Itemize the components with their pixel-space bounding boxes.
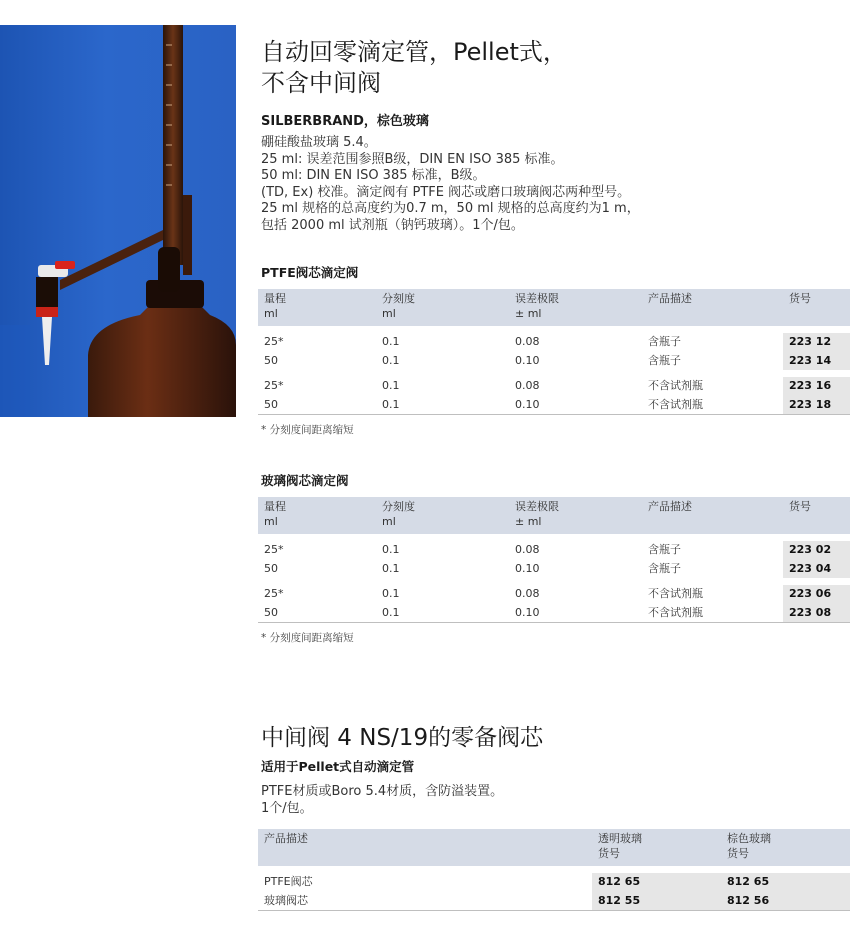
catalog-number: 812 65 bbox=[592, 873, 721, 892]
col-catno: 货号 bbox=[783, 289, 850, 326]
section2-title: 中间阀 4 NS/19的零备阀芯 bbox=[261, 725, 544, 751]
section2-subtitle: 适用于Pellet式自动滴定管 bbox=[261, 759, 415, 774]
catalog-number: 223 06 bbox=[783, 585, 850, 604]
desc-line: 50 ml: DIN EN ISO 385 标准，B级。 bbox=[261, 168, 486, 183]
table-row: 玻璃阀芯 812 55 812 56 bbox=[258, 892, 850, 911]
desc-line: (TD, Ex) 校准。滴定阀有 PTFE 阀芯或磨口玻璃阀芯两种型号。 bbox=[261, 184, 631, 200]
table-row: 50 0.1 0.10 不含试剂瓶 223 08 bbox=[258, 604, 850, 623]
catalog-number: 812 55 bbox=[592, 892, 721, 911]
catalog-number: 223 08 bbox=[783, 604, 850, 623]
col-tolerance: 误差极限 ± ml bbox=[509, 289, 642, 326]
col-range: 量程 ml bbox=[258, 497, 376, 534]
catalog-number: 812 65 bbox=[721, 873, 850, 892]
table-header-row bbox=[258, 289, 850, 326]
section1-title-line2: 不含中间阀 bbox=[261, 69, 381, 97]
table-header-row bbox=[258, 829, 850, 866]
catalog-number: 223 18 bbox=[783, 396, 850, 415]
table-row: 50 0.1 0.10 含瓶子 223 14 bbox=[258, 352, 850, 371]
catalog-number: 223 16 bbox=[783, 377, 850, 396]
col-catno: 货号 bbox=[783, 497, 850, 534]
glass-table-title: 玻璃阀芯滴定阀 bbox=[261, 473, 349, 488]
col-range: 量程 ml bbox=[258, 289, 376, 326]
glass-footnote: * 分刻度间距离缩短 bbox=[261, 632, 354, 644]
col-division: 分刻度 ml bbox=[376, 497, 509, 534]
table-row: PTFE阀芯 812 65 812 65 bbox=[258, 873, 850, 892]
col-description: 产品描述 bbox=[642, 289, 783, 326]
table-header-row bbox=[258, 497, 850, 534]
ptfe-table bbox=[258, 289, 850, 415]
col-tolerance: 误差极限 ± ml bbox=[509, 497, 642, 534]
section2-description bbox=[261, 784, 503, 817]
catalog-number: 812 56 bbox=[721, 892, 850, 911]
spare-cores-table bbox=[258, 829, 850, 911]
catalog-number: 223 04 bbox=[783, 560, 850, 579]
glass-table bbox=[258, 497, 850, 623]
ptfe-footnote: * 分刻度间距离缩短 bbox=[261, 424, 354, 436]
desc-line: 包括 2000 ml 试剂瓶（钠钙玻璃）。1个/包。 bbox=[261, 217, 524, 233]
catalog-number: 223 14 bbox=[783, 352, 850, 371]
burette-illustration bbox=[0, 25, 236, 417]
col-division: 分刻度 ml bbox=[376, 289, 509, 326]
product-photo bbox=[0, 25, 236, 417]
desc-line: 1个/包。 bbox=[261, 800, 313, 816]
brand-line: SILBERBRAND，棕色玻璃 bbox=[261, 114, 429, 129]
catalog-number: 223 02 bbox=[783, 541, 850, 560]
section1-description bbox=[261, 135, 640, 234]
desc-line: PTFE材质或Boro 5.4材质，含防溢装置。 bbox=[261, 784, 504, 799]
col-brown-glass: 棕色玻璃 货号 bbox=[721, 829, 850, 866]
ptfe-table-title: PTFE阀芯滴定阀 bbox=[261, 265, 359, 280]
col-description: 产品描述 bbox=[258, 829, 592, 866]
table-row: 25* 0.1 0.08 不含试剂瓶 223 16 bbox=[258, 377, 850, 396]
table-row: 25* 0.1 0.08 含瓶子 223 02 bbox=[258, 541, 850, 560]
table-row: 25* 0.1 0.08 不含试剂瓶 223 06 bbox=[258, 585, 850, 604]
table-row: 25* 0.1 0.08 含瓶子 223 12 bbox=[258, 333, 850, 352]
section1-title-line1: 自动回零滴定管，Pellet式， bbox=[261, 38, 567, 66]
desc-line: 25 ml 规格的总高度约为0.7 m，50 ml 规格的总高度约为1 m， bbox=[261, 201, 640, 216]
catalog-number: 223 12 bbox=[783, 333, 850, 352]
col-description: 产品描述 bbox=[642, 497, 783, 534]
desc-line: 25 ml: 误差范围参照B级，DIN EN ISO 385 标准。 bbox=[261, 151, 564, 167]
desc-line: 硼硅酸盐玻璃 5.4。 bbox=[261, 135, 377, 150]
table-row: 50 0.1 0.10 含瓶子 223 04 bbox=[258, 560, 850, 579]
table-row: 50 0.1 0.10 不含试剂瓶 223 18 bbox=[258, 396, 850, 415]
col-clear-glass: 透明玻璃 货号 bbox=[592, 829, 721, 866]
